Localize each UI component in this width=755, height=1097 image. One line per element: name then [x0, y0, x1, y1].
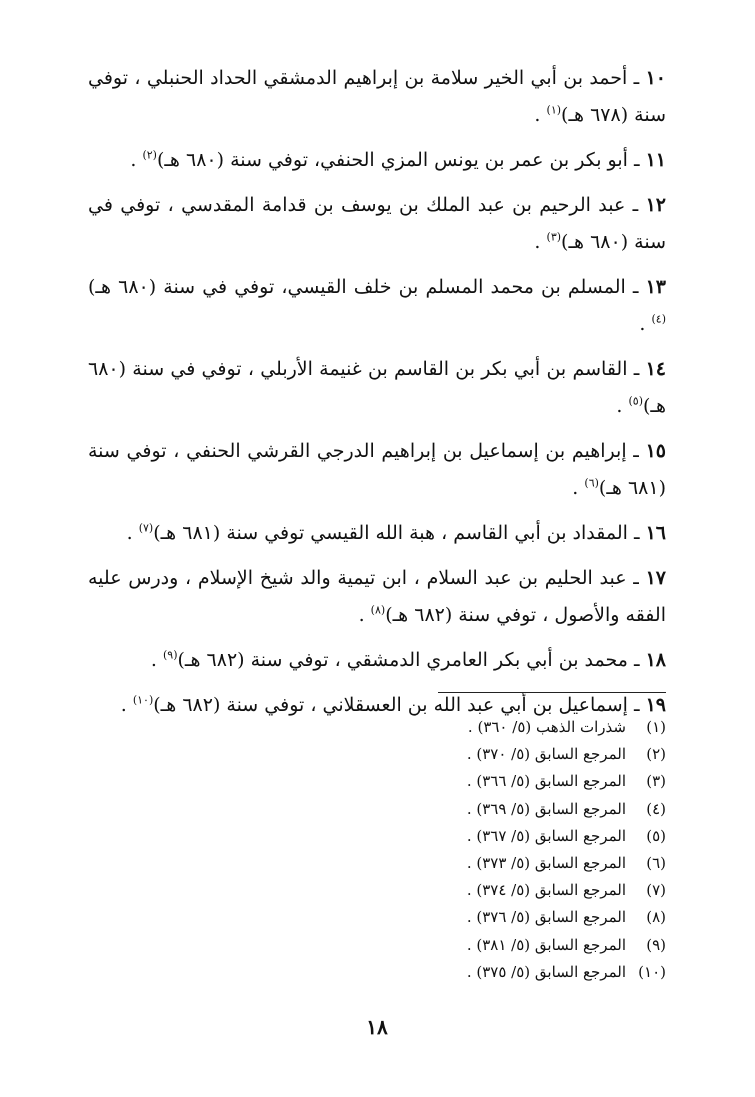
- entry-end: .: [150, 649, 157, 671]
- footnote-ref: (٣): [546, 230, 562, 244]
- footnote-text: المرجع السابق (٥/ ٣٦٩) .: [466, 799, 626, 818]
- entry-text: ـ عبد الرحيم بن عبد الملك بن يوسف بن قدامة المقدسي ، توفي في سنة (٦٨٠ هـ): [88, 194, 666, 253]
- footnote-item: [366, 714, 666, 741]
- entry-text: ـ أحمد بن أبي الخير سلامة بن إبراهيم الدمشقي الحداد الحنبلي ، توفي سنة (٦٧٨ هـ): [88, 67, 666, 126]
- entry-14: [88, 351, 666, 425]
- footnote-text: المرجع السابق (٥/ ٣٦٧) .: [466, 826, 626, 845]
- footnote-item: [366, 741, 666, 768]
- footnote-ref: (٢): [142, 148, 157, 162]
- footnote-text: المرجع السابق (٥/ ٣٧٠) .: [466, 745, 626, 764]
- footnote-ref: (٥): [628, 394, 643, 408]
- entry-number: ١٣: [645, 276, 666, 298]
- entry-text: ـ محمد بن أبي بكر العامري الدمشقي ، توفي سنة (٦٨٢ هـ): [177, 649, 640, 671]
- footnotes-list: [366, 714, 666, 986]
- footnote-number: (١): [646, 718, 666, 736]
- footnote-item: [366, 823, 666, 850]
- entry-end: .: [639, 313, 646, 335]
- footnote-ref: (٨): [370, 603, 386, 617]
- entry-11: [88, 142, 666, 179]
- footnote-text: المرجع السابق (٥/ ٣٧٥) .: [466, 962, 626, 981]
- footnote-text: المرجع السابق (٥/ ٣٧٣) .: [466, 854, 626, 873]
- book-page: [88, 60, 666, 1060]
- footnote-text: المرجع السابق (٥/ ٣٧٦) .: [466, 908, 626, 927]
- entry-text: ـ أبو بكر بن عمر بن يونس المزي الحنفي، توفي سنة (٦٨٠ هـ): [156, 149, 640, 171]
- footnote-number: (٣): [646, 772, 666, 791]
- entries-list: [88, 60, 666, 724]
- entry-number: ١٤: [645, 358, 667, 380]
- footnote-text: المرجع السابق (٥/ ٣٨١) .: [466, 935, 626, 954]
- footnote-item: [366, 850, 666, 877]
- entry-number: ١١: [645, 149, 666, 171]
- footnote-item: [366, 768, 666, 795]
- entry-10: [88, 60, 666, 134]
- footnote-ref: (٩): [162, 648, 178, 662]
- entry-end: .: [126, 522, 133, 544]
- footnote-number: (٨): [646, 908, 666, 927]
- entry-number: ١٨: [645, 649, 666, 671]
- footnote-item: [366, 877, 666, 904]
- entry-end: .: [358, 604, 365, 626]
- entry-end: .: [120, 694, 127, 716]
- footnote-text: شذرات الذهب (٥/ ٣٦٠) .: [467, 718, 626, 736]
- entry-text: ـ إبراهيم بن إسماعيل بن إبراهيم الدرجي القرشي الحنفي ، توفي سنة (٦٨١ هـ): [88, 440, 666, 499]
- entry-number: ١٥: [645, 440, 666, 462]
- footnote-ref: (٤): [651, 312, 666, 326]
- footnote-number: (٤): [646, 799, 666, 818]
- entry-number: ١٧: [645, 567, 666, 589]
- entry-end: .: [572, 477, 579, 499]
- footnote-number: (٩): [646, 935, 666, 954]
- entry-end: .: [534, 104, 541, 126]
- footnote-number: (٥): [646, 826, 666, 845]
- entry-12: [88, 187, 666, 261]
- footnote-number: (٦): [646, 854, 666, 873]
- footnote-number: (١٠): [638, 962, 666, 981]
- entry-text: ـ المسلم بن محمد المسلم بن خلف القيسي، توفي في سنة (٦٨٠ هـ): [88, 276, 639, 298]
- entry-text: ـ إسماعيل بن أبي عبد الله بن العسقلاني ، توفي سنة (٦٨٢ هـ): [153, 694, 640, 716]
- entry-17: [88, 560, 666, 634]
- entry-number: ١٠: [645, 67, 666, 89]
- page-number: ١٨: [366, 1015, 388, 1039]
- entry-16: [88, 515, 666, 552]
- entry-end: .: [616, 395, 623, 417]
- footnote-ref: (١٠): [132, 693, 154, 707]
- entry-number: ١٢: [645, 194, 666, 216]
- footnote-ref: (٧): [138, 521, 154, 535]
- entry-15: [88, 433, 666, 507]
- footnote-item: [366, 796, 666, 823]
- footnote-number: (٧): [646, 881, 666, 900]
- entry-text: ـ عبد الحليم بن عبد السلام ، ابن تيمية والد شيخ الإسلام ، ودرس عليه الفقه والأصول ، توفي سنة (٦٨٢ هـ): [88, 567, 666, 626]
- footnote-text: المرجع السابق (٥/ ٣٧٤) .: [466, 881, 626, 900]
- footnote-number: (٢): [646, 745, 666, 764]
- footnote-separator: [438, 692, 666, 693]
- footnote-item: [366, 904, 666, 931]
- footnote-item: [366, 959, 666, 986]
- footnote-ref: (١): [546, 103, 562, 117]
- entry-end: .: [130, 149, 137, 171]
- entry-13: [88, 269, 666, 343]
- footnote-ref: (٦): [584, 476, 599, 490]
- entry-text: ـ القاسم بن أبي بكر بن القاسم بن غنيمة الأربلي ، توفي في سنة (٦٨٠ هـ): [88, 358, 666, 417]
- entry-number: ١٩: [645, 694, 666, 716]
- footnote-text: المرجع السابق (٥/ ٣٦٦) .: [466, 772, 626, 791]
- entry-number: ١٦: [645, 522, 666, 544]
- entry-18: [88, 642, 666, 679]
- entry-end: .: [534, 231, 541, 253]
- entry-text: ـ المقداد بن أبي القاسم ، هبة الله القيسي توفي سنة (٦٨١ هـ): [153, 522, 640, 544]
- footnote-item: [366, 932, 666, 959]
